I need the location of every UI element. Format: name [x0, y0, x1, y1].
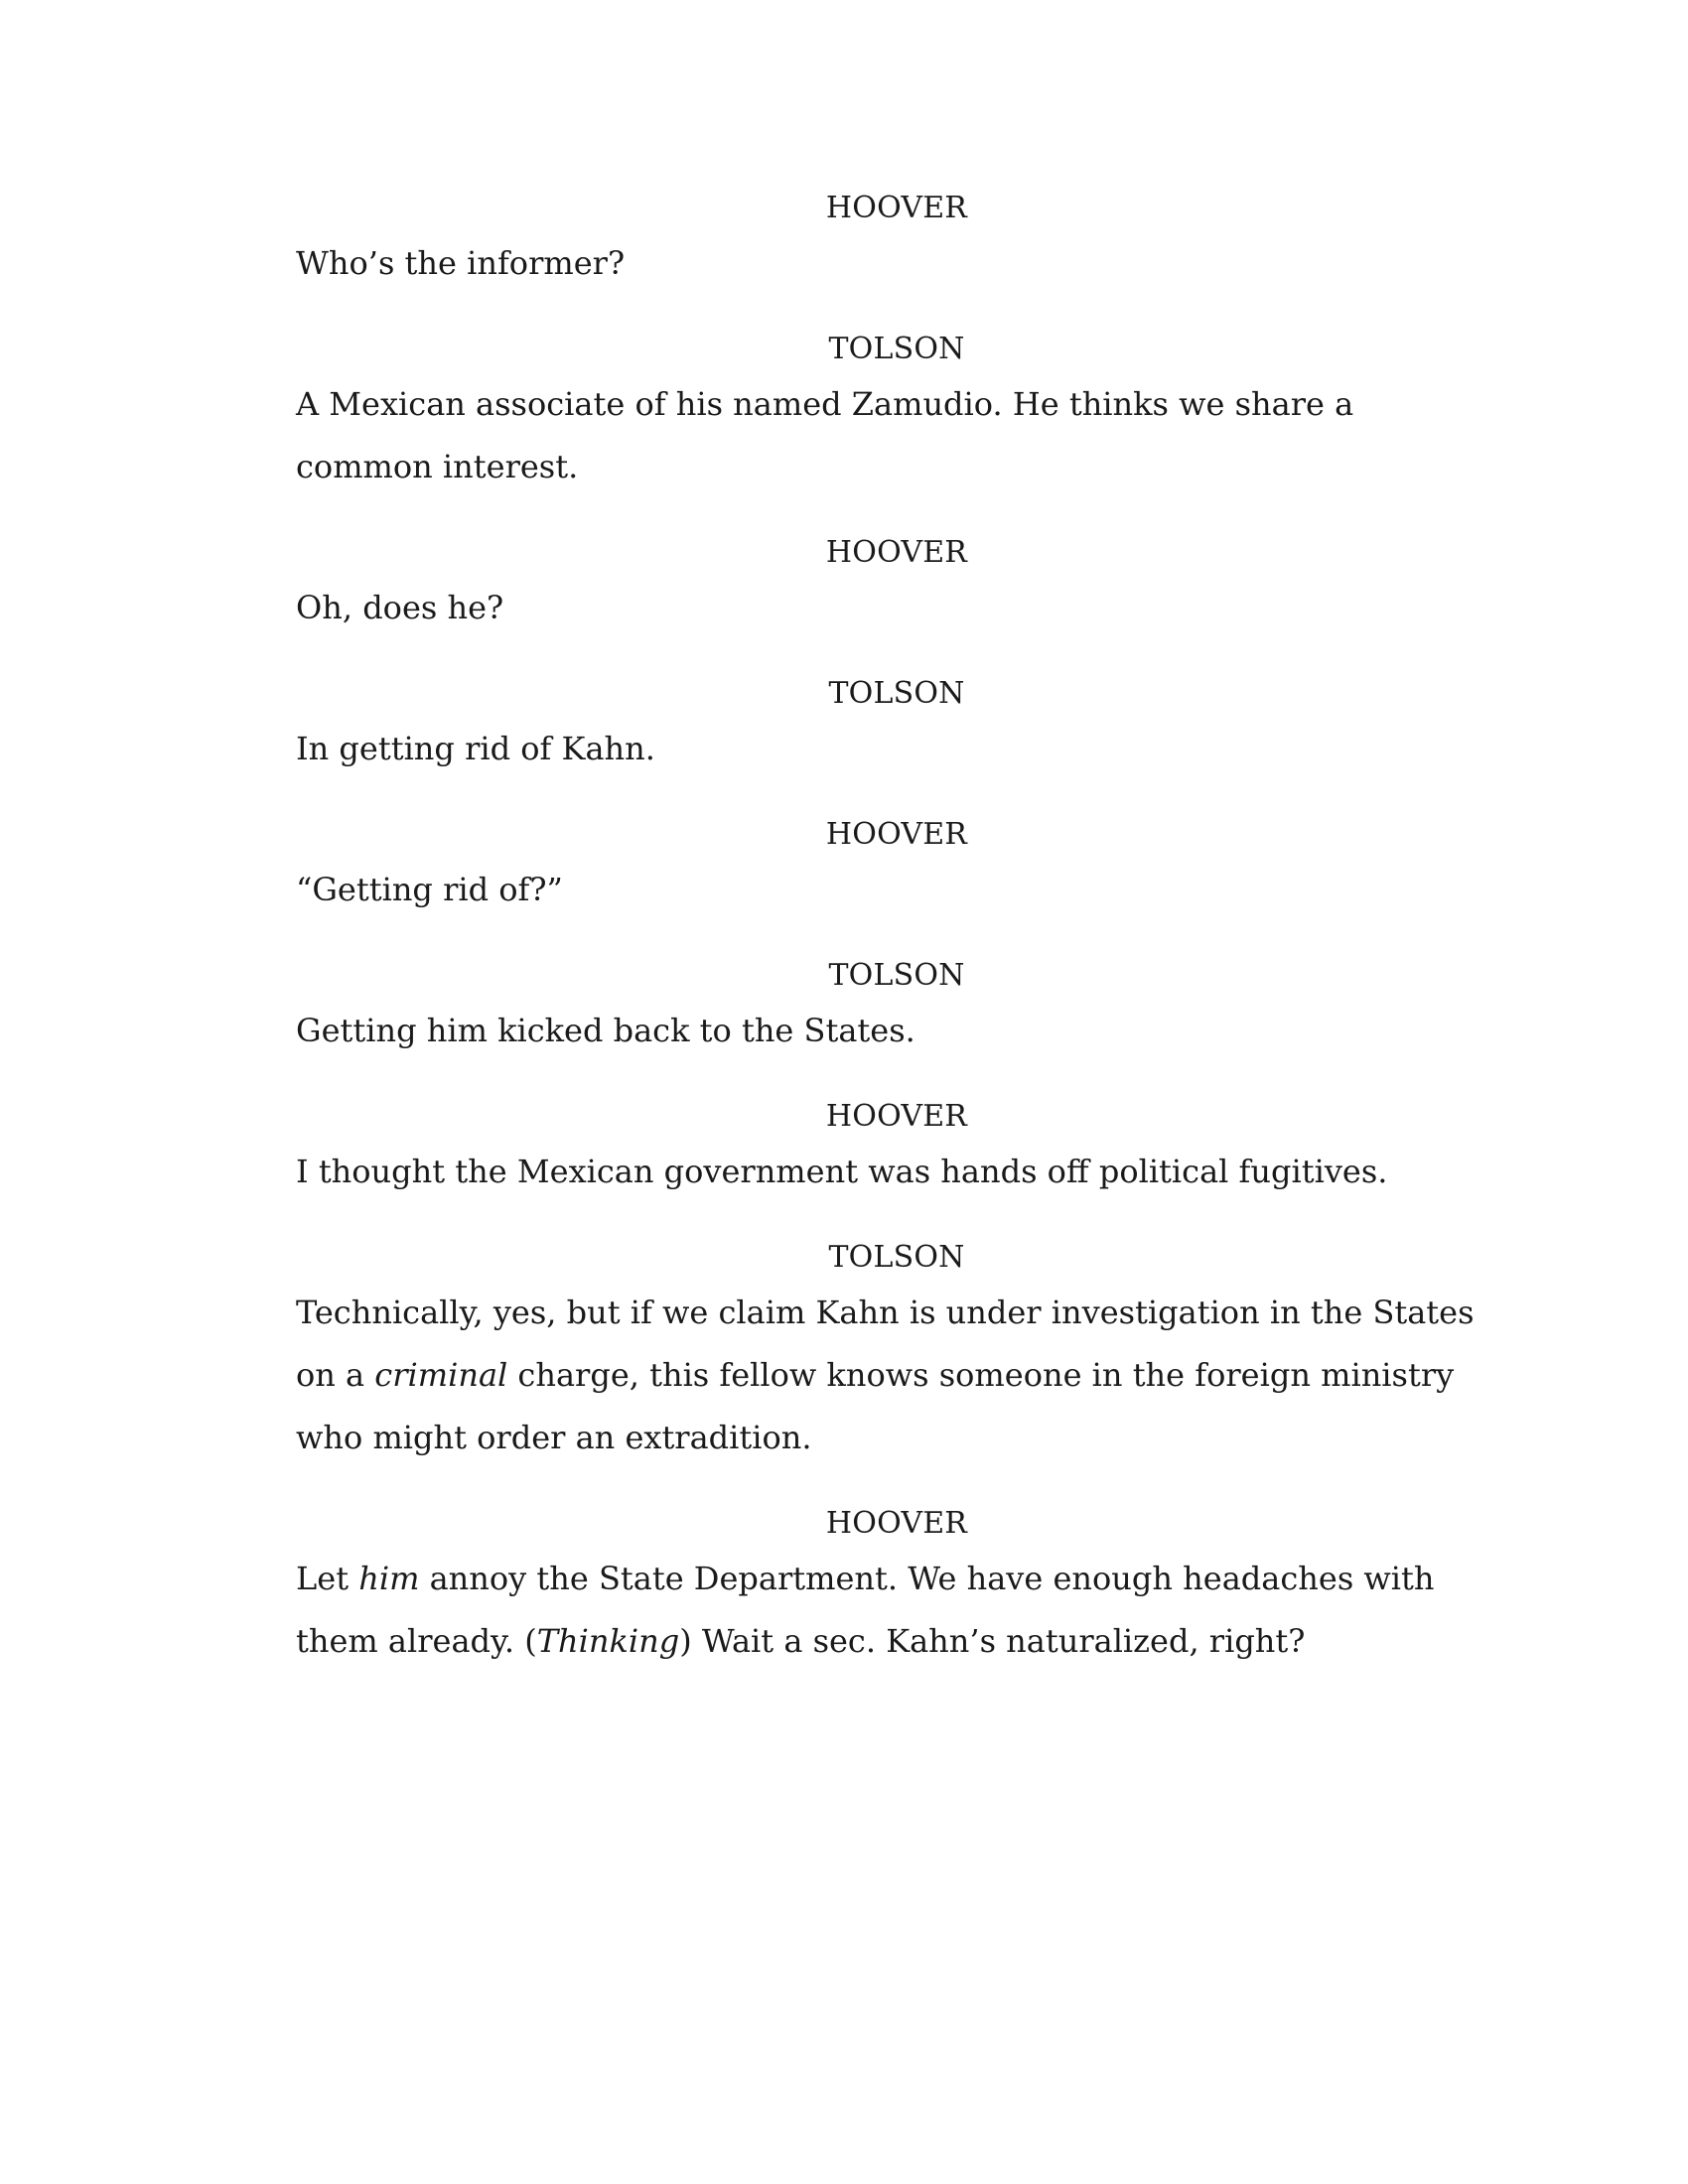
dialogue-text: A Mexican associate of his named Zamudio. He thinks we share a — [296, 385, 1354, 423]
dialogue-line — [296, 1348, 1455, 1403]
character-name: HOOVER — [825, 535, 968, 570]
dialogue-text: Let — [296, 1560, 359, 1597]
dialogue-line — [296, 1004, 1398, 1058]
dialogue-text: Getting him kicked back to the States. — [296, 1012, 915, 1049]
dialogue-block — [296, 956, 1398, 1058]
dialogue-block — [296, 330, 1398, 494]
dialogue-block — [296, 1504, 1435, 1669]
dialogue-line — [296, 1411, 1398, 1465]
dialogue-text: ) Wait a sec. Kahn’s naturalized, right? — [679, 1622, 1306, 1660]
dialogue-text: annoy the State Department. We have enough headaches with — [419, 1560, 1435, 1597]
character-name: HOOVER — [825, 1506, 968, 1541]
character-name: HOOVER — [825, 817, 968, 852]
dialogue-line — [296, 1145, 1398, 1199]
dialogue-text: them already. ( — [296, 1622, 537, 1660]
dialogue-text: who might order an extradition. — [296, 1419, 812, 1456]
dialogue-block — [296, 674, 1398, 776]
dialogue-block — [296, 1238, 1475, 1465]
dialogue-emphasis: criminal — [374, 1356, 508, 1394]
dialogue-text: Oh, does he? — [296, 589, 504, 626]
dialogue-text: Technically, yes, but if we claim Kahn is under investigation in the States — [296, 1294, 1475, 1331]
dialogue-emphasis: him — [358, 1560, 420, 1597]
dialogue-line — [296, 863, 1398, 917]
dialogue-text: common interest. — [296, 448, 579, 485]
dialogue-line — [296, 236, 1398, 291]
character-name: HOOVER — [825, 1099, 968, 1134]
character-name: TOLSON — [828, 1240, 965, 1275]
character-name: TOLSON — [828, 332, 965, 366]
dialogue-line — [296, 377, 1398, 432]
dialogue-text: charge, this fellow knows someone in the foreign ministry — [507, 1356, 1455, 1394]
dialogue-line — [296, 581, 1398, 635]
dialogue-block — [296, 815, 1398, 917]
dialogue-line — [296, 722, 1398, 776]
dialogue-text: I thought the Mexican government was hands off political fugitives. — [296, 1153, 1388, 1190]
dialogue-emphasis: Thinking — [536, 1622, 680, 1660]
dialogue-text: In getting rid of Kahn. — [296, 730, 655, 767]
character-name: HOOVER — [825, 191, 968, 225]
character-name: TOLSON — [828, 676, 965, 711]
dialogue-line — [296, 1552, 1435, 1606]
character-name: TOLSON — [828, 958, 965, 993]
dialogue-text: “Getting rid of?” — [296, 871, 563, 908]
dialogue-block — [296, 189, 1398, 291]
script-body — [296, 189, 1475, 1707]
dialogue-block — [296, 533, 1398, 635]
dialogue-line — [296, 440, 1398, 494]
dialogue-text: on a — [296, 1356, 375, 1394]
dialogue-block — [296, 1097, 1398, 1199]
dialogue-line — [296, 1286, 1475, 1340]
dialogue-text: Who’s the informer? — [296, 244, 626, 282]
dialogue-line — [296, 1614, 1398, 1669]
